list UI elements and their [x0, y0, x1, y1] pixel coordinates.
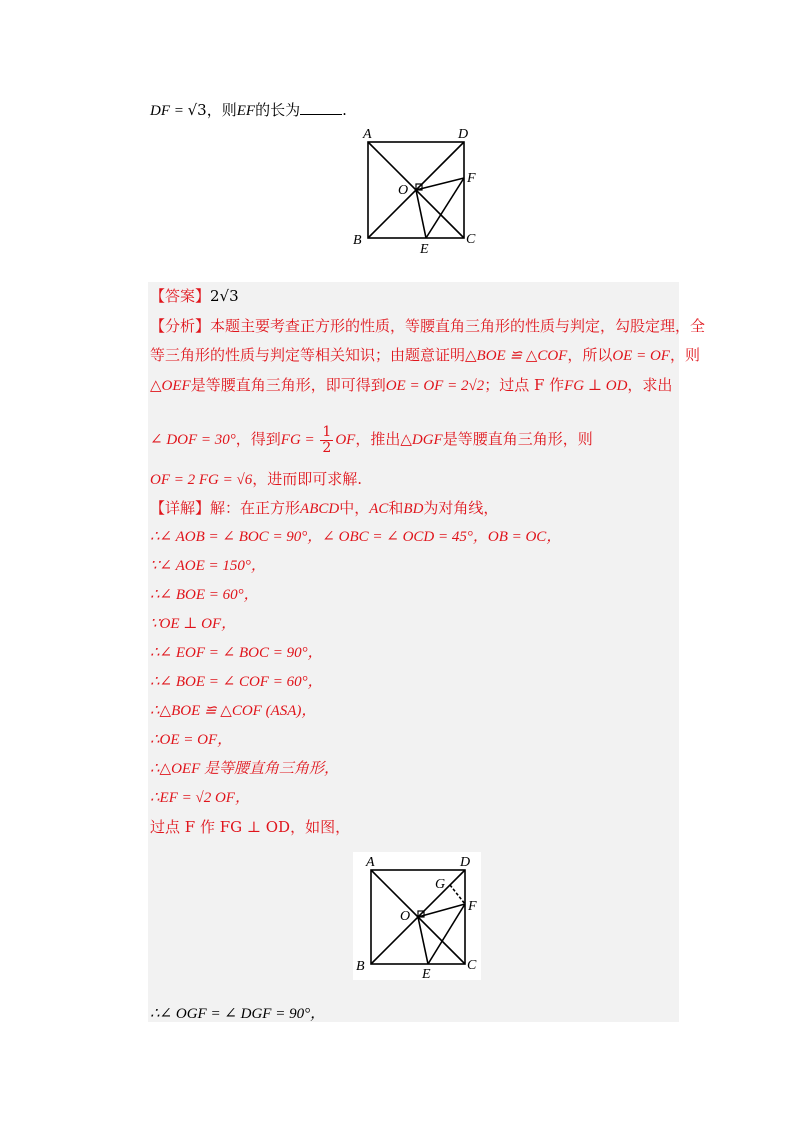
analysis-congruence: △BOE ≌ △COF [465, 348, 568, 364]
fraction-denominator: 2 [322, 439, 332, 456]
detail-step-1: ∴∠ AOB = ∠ BOC = 90°，∠ OBC = ∠ OCD = 45°，OB = OC， [150, 529, 562, 545]
answer-tag: 【答案】 [150, 287, 211, 305]
analysis-dgf: △DGF [400, 432, 443, 448]
analysis-text-2a: 等三角形的性质与判定等相关知识；由题意证明 [150, 346, 466, 364]
analysis-of-value: OF = 2 FG = √6 [150, 472, 253, 488]
label-D: D [458, 127, 469, 142]
fig2-label-G: G [435, 877, 446, 892]
label-E: E [420, 242, 429, 256]
question-line [150, 100, 347, 120]
question-ef: EF [236, 103, 256, 119]
analysis-text-5b: ，进而即可求解. [252, 470, 362, 488]
detail-tag: 【详解】 [150, 499, 211, 517]
label-O: O [398, 183, 409, 198]
analysis-line-3 [150, 376, 672, 395]
analysis-text-4b: ，得到 [235, 430, 281, 448]
question-suffix: ，则 [206, 101, 237, 119]
figure-2 [353, 852, 481, 980]
fig2-label-A: A [366, 855, 375, 870]
analysis-text-4g: 是等腰直角三角形，则 [442, 430, 593, 448]
question-period: . [342, 101, 347, 119]
analysis-tag: 【分析】 [150, 317, 211, 335]
detail-intro-g: 为对角线， [423, 499, 499, 517]
detail-ac: AC [369, 501, 389, 517]
detail-bd: BD [403, 501, 424, 517]
answer-value: 2√3 [210, 287, 239, 305]
analysis-text-2e: ，则 [669, 346, 700, 364]
analysis-line-5 [150, 470, 362, 489]
fraction-one-half [320, 425, 333, 456]
analysis-text-3d: ；过点 F 作 [484, 376, 565, 394]
detail-step-7: ∴△BOE ≌ △COF (ASA)， [150, 703, 317, 719]
detail-step-9: ∴△OEF 是等腰直角三角形， [150, 761, 339, 777]
analysis-line-2 [150, 346, 700, 365]
label-B: B [353, 233, 362, 248]
question-df: DF = [150, 103, 188, 119]
detail-intro-c: 中， [339, 499, 370, 517]
detail-intro-a: 解：在正方形 [210, 499, 301, 517]
detail-last: ∴∠ OGF = ∠ DGF = 90°， [150, 1006, 326, 1022]
detail-step-2: ∵∠ AOE = 150°， [150, 558, 266, 574]
fig2-label-C: C [467, 958, 477, 973]
fig2-label-F: F [468, 899, 477, 914]
analysis-text-4e: ，推出 [355, 430, 401, 448]
figure-1 [346, 122, 486, 256]
analysis-fg-perp: FG ⊥ OD [564, 378, 628, 394]
analysis-oe-of: OE = OF [612, 348, 670, 364]
detail-intro-e: 和 [388, 499, 404, 517]
fig2-label-O: O [400, 909, 411, 924]
fig2-label-B: B [356, 959, 365, 974]
answer-line [150, 287, 239, 305]
square-diagram-2 [353, 852, 481, 980]
question-root: √3 [187, 101, 207, 119]
analysis-text-3b: 是等腰直角三角形，即可得到 [190, 376, 386, 394]
analysis-of: OF [335, 432, 356, 448]
detail-step-6: ∴∠ BOE = ∠ COF = 60°， [150, 674, 323, 690]
label-A: A [363, 127, 372, 142]
question-end: 的长为 [255, 101, 301, 119]
fig2-label-D: D [460, 855, 471, 870]
analysis-angle-dof: ∠ DOF = 30° [150, 432, 236, 448]
detail-intro [150, 499, 498, 518]
detail-construct: 过点 F 作 FG ⊥ OD，如图， [150, 818, 351, 836]
analysis-fg: FG = [280, 432, 319, 448]
analysis-text-1: 本题主要考查正方形的性质，等腰直角三角形的性质与判定，勾股定理，全 [210, 317, 706, 335]
detail-step-3: ∴∠ BOE = 60°， [150, 587, 259, 603]
detail-step-8: ∴OE = OF， [150, 732, 233, 748]
fig2-label-E: E [422, 967, 431, 980]
label-F: F [467, 171, 476, 186]
label-C: C [466, 232, 476, 247]
detail-step-10: ∴EF = √2 OF， [150, 790, 250, 806]
analysis-line-4 [150, 424, 593, 456]
square-diagram-1 [346, 122, 486, 256]
detail-abcd: ABCD [300, 501, 340, 517]
analysis-line-1 [150, 317, 705, 335]
fraction-numerator: 1 [322, 423, 332, 440]
analysis-text-2c: ，所以 [567, 346, 613, 364]
detail-step-4: ∵OE ⊥ OF， [150, 616, 237, 632]
analysis-oef: △OEF [150, 378, 191, 394]
analysis-text-3f: ，求出 [627, 376, 673, 394]
detail-step-5: ∴∠ EOF = ∠ BOC = 90°， [150, 645, 323, 661]
analysis-oe-value: OE = OF = 2√2 [385, 378, 485, 394]
answer-blank [300, 100, 342, 115]
